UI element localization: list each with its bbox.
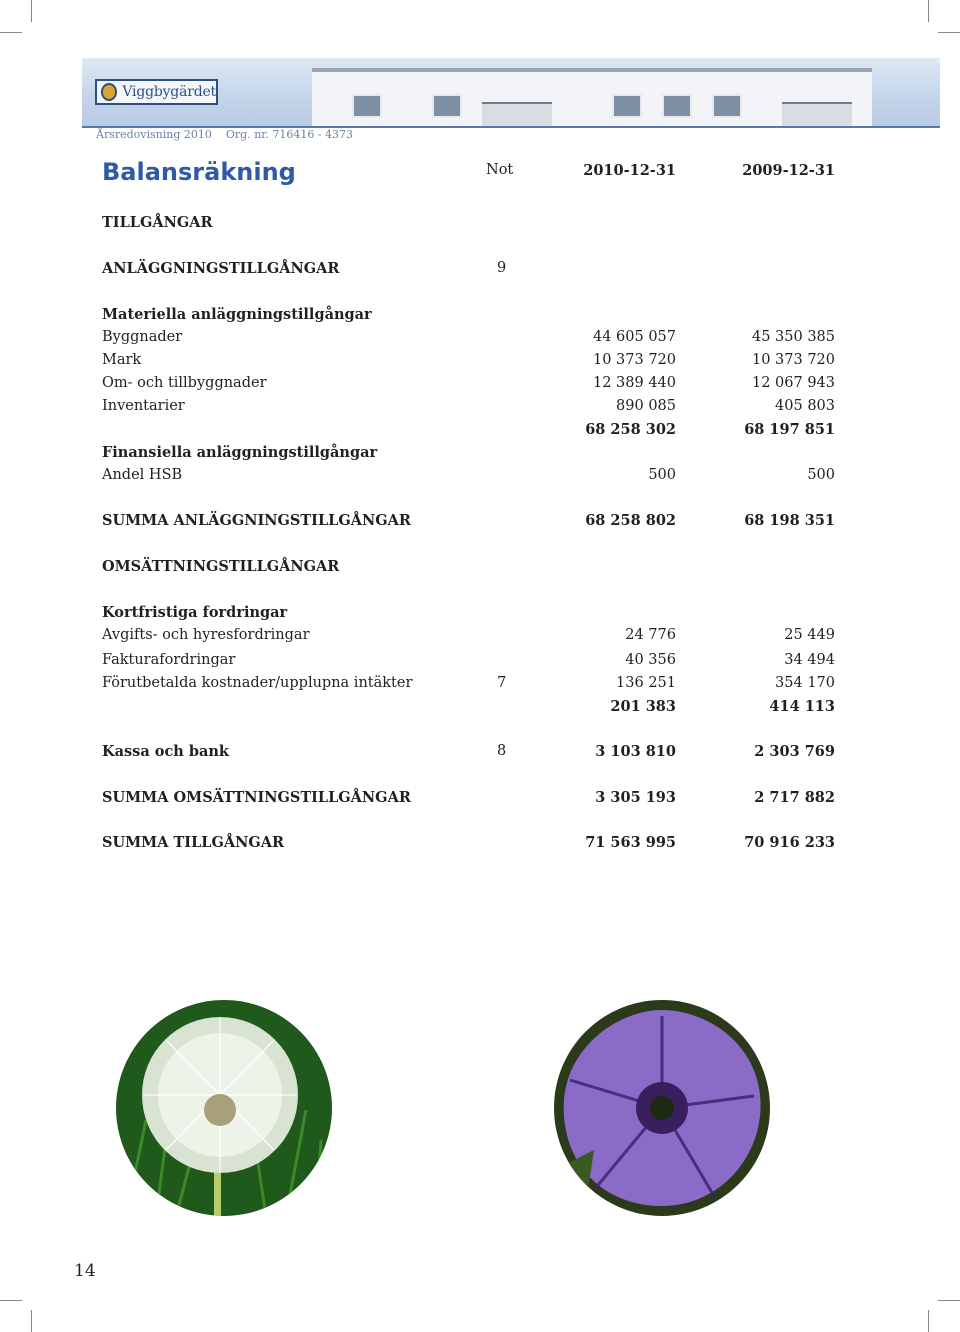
value-2009: 10 373 720 <box>751 352 835 368</box>
value-2010: 44 605 057 <box>592 329 676 345</box>
table-row <box>0 698 960 718</box>
row-label: Kassa och bank <box>102 743 229 760</box>
row-label: OMSÄTTNINGSTILLGÅNGAR <box>102 558 340 575</box>
value-2010: 500 <box>648 467 676 483</box>
row-label: SUMMA TILLGÅNGAR <box>102 834 285 851</box>
table-row <box>0 467 960 487</box>
table-row <box>0 352 960 372</box>
report-name: Årsredovisning 2010 <box>96 128 212 141</box>
row-note: 9 <box>497 260 507 276</box>
table-row <box>0 512 960 532</box>
value-2009: 354 170 <box>775 675 835 691</box>
crop-mark <box>938 1300 960 1301</box>
crop-mark <box>31 1310 32 1332</box>
org-number: Org. nr. 716416 - 4373 <box>225 128 354 141</box>
table-row <box>0 789 960 809</box>
table-row <box>0 375 960 395</box>
table-row <box>0 834 960 854</box>
value-2009: 34 494 <box>784 652 835 668</box>
column-2010: 2010-12-31 <box>583 162 676 179</box>
row-label: Materiella anläggningstillgångar <box>102 306 372 323</box>
row-label: SUMMA ANLÄGGNINGSTILLGÅNGAR <box>102 512 411 529</box>
value-2009: 70 916 233 <box>744 834 835 851</box>
table-row <box>0 421 960 441</box>
value-2010: 40 356 <box>625 652 676 668</box>
row-label: Andel HSB <box>102 467 183 483</box>
table-row <box>0 743 960 763</box>
row-label: Finansiella anläggningstillgångar <box>102 444 378 461</box>
report-subtitle <box>96 128 353 141</box>
table-row <box>0 214 960 234</box>
logo-text: Viggbygärdet <box>122 84 216 100</box>
table-row <box>0 627 960 647</box>
value-2009: 45 350 385 <box>751 329 835 345</box>
table-row <box>0 329 960 349</box>
value-2010: 201 383 <box>610 698 676 715</box>
crop-mark <box>31 0 32 22</box>
value-2010: 10 373 720 <box>592 352 676 368</box>
row-label: Mark <box>102 352 142 368</box>
value-2010: 24 776 <box>625 627 676 643</box>
table-row <box>0 652 960 672</box>
table-row <box>0 260 960 280</box>
value-2010: 68 258 802 <box>585 512 676 529</box>
crop-mark <box>928 1310 929 1332</box>
row-label: TILLGÅNGAR <box>102 214 213 231</box>
seal-icon <box>101 83 117 101</box>
row-label: Inventarier <box>102 398 185 414</box>
page-title: Balansräkning <box>102 158 296 186</box>
value-2010: 3 103 810 <box>595 743 676 760</box>
table-row <box>0 558 960 578</box>
value-2010: 136 251 <box>616 675 676 691</box>
table-row <box>0 604 960 624</box>
column-note: Not <box>486 162 514 178</box>
value-2009: 414 113 <box>769 698 835 715</box>
column-2009: 2009-12-31 <box>742 162 835 179</box>
table-row <box>0 398 960 418</box>
value-2009: 405 803 <box>775 398 835 414</box>
crop-mark <box>0 1300 22 1301</box>
row-note: 7 <box>497 675 507 691</box>
value-2009: 2 717 882 <box>754 789 835 806</box>
value-2009: 2 303 769 <box>754 743 835 760</box>
row-note: 8 <box>497 743 507 759</box>
value-2010: 12 389 440 <box>592 375 676 391</box>
crop-mark <box>0 32 22 33</box>
table-row <box>0 306 960 326</box>
logo <box>95 79 218 105</box>
crop-mark <box>938 32 960 33</box>
table-row <box>0 444 960 464</box>
value-2009: 68 197 851 <box>744 421 835 438</box>
value-2010: 890 085 <box>616 398 676 414</box>
petunia-image <box>554 1000 770 1216</box>
row-label: ANLÄGGNINGSTILLGÅNGAR <box>102 260 340 277</box>
row-label: Fakturafordringar <box>102 652 236 668</box>
value-2009: 500 <box>807 467 835 483</box>
value-2010: 71 563 995 <box>585 834 676 851</box>
value-2009: 25 449 <box>784 627 835 643</box>
row-label: Byggnader <box>102 329 183 345</box>
value-2010: 68 258 302 <box>585 421 676 438</box>
row-label: SUMMA OMSÄTTNINGSTILLGÅNGAR <box>102 789 411 806</box>
page-number: 14 <box>74 1261 96 1281</box>
row-label: Förutbetalda kostnader/upplupna intäkter <box>102 675 413 691</box>
value-2010: 3 305 193 <box>595 789 676 806</box>
row-label: Avgifts- och hyresfordringar <box>102 627 310 643</box>
building-image <box>312 68 872 128</box>
value-2009: 68 198 351 <box>744 512 835 529</box>
row-label: Om- och tillbyggnader <box>102 375 267 391</box>
dandelion-image <box>116 1000 332 1216</box>
table-row <box>0 675 960 695</box>
value-2009: 12 067 943 <box>751 375 835 391</box>
crop-mark <box>928 0 929 22</box>
row-label: Kortfristiga fordringar <box>102 604 288 621</box>
